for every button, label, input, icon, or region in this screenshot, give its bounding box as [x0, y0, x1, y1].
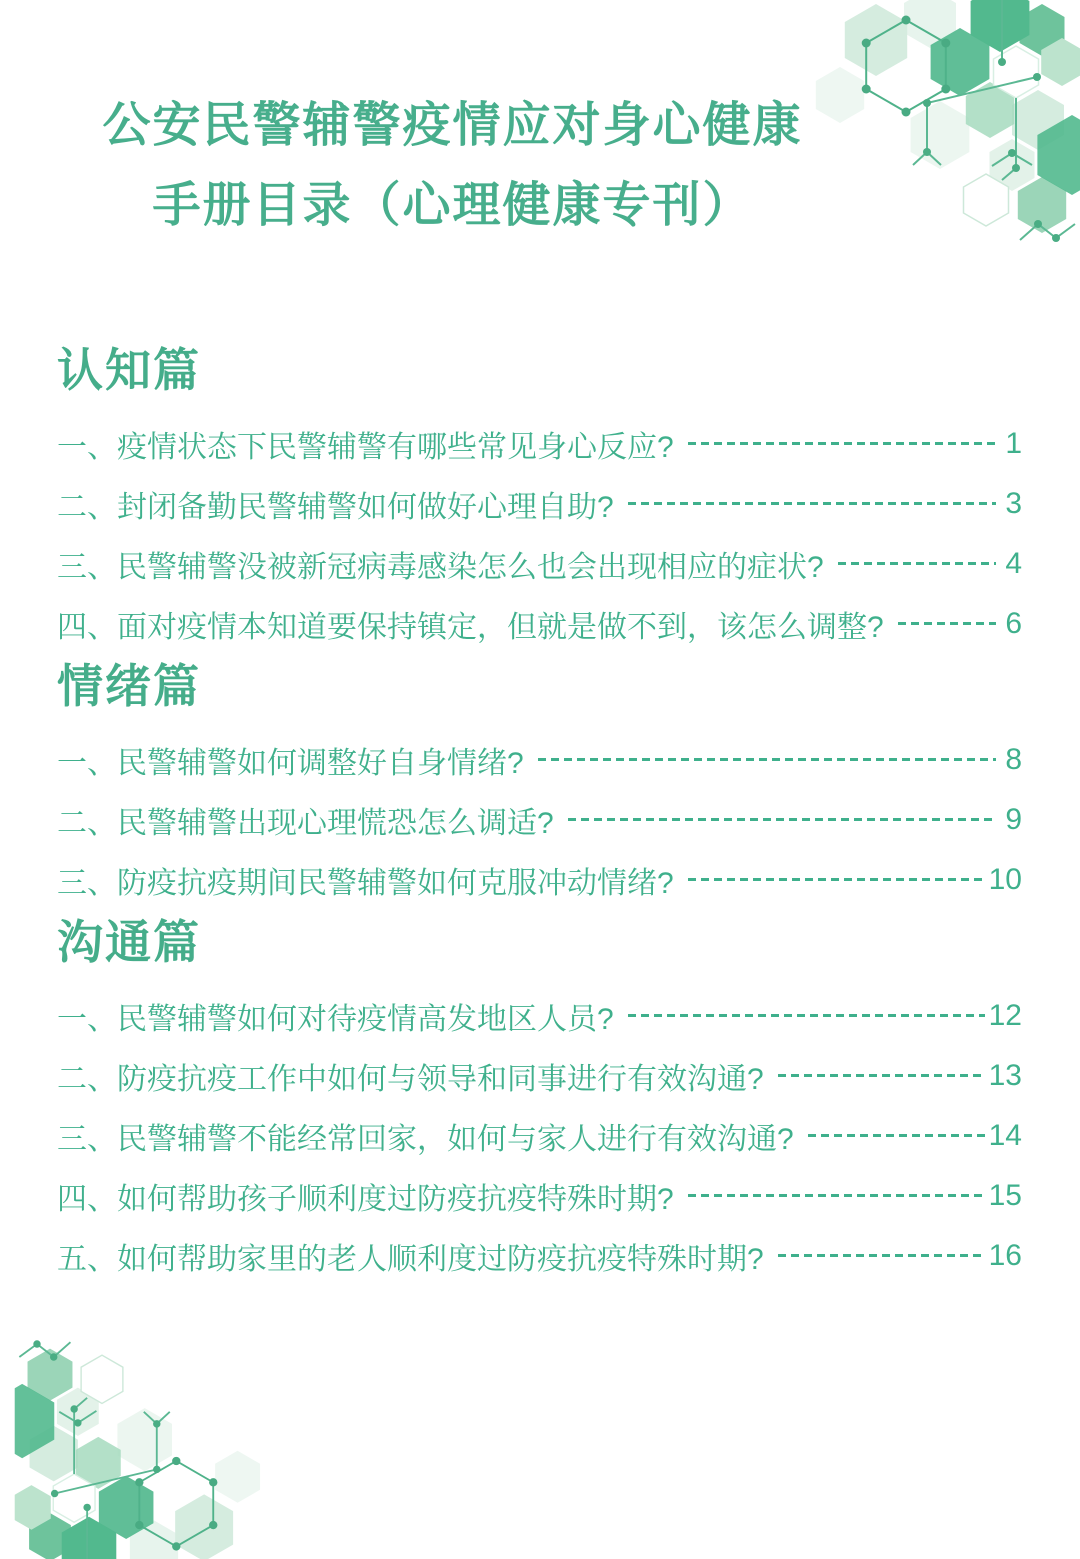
toc-section-emotion	[57, 654, 1022, 910]
toc-entry-title	[57, 738, 524, 782]
title-line-2: 手册目录（心理健康专刊）	[152, 179, 753, 232]
toc-entry-number: 二、	[57, 491, 117, 524]
toc-entry-number: 一、	[57, 431, 117, 464]
toc-entry-number: 三、	[57, 1123, 117, 1156]
page-number: 6	[1005, 607, 1022, 640]
toc-entries	[57, 730, 1022, 910]
toc-entry-number: 二、	[57, 807, 117, 840]
page-number: 10	[988, 863, 1022, 896]
dotted-leader	[898, 622, 996, 625]
dotted-leader	[568, 818, 996, 821]
page-number: 14	[988, 1119, 1022, 1152]
toc-entry-text: 防疫抗疫期间民警辅警如何克服冲动情绪?	[117, 867, 674, 900]
toc-entries	[57, 986, 1022, 1286]
toc-entry-title	[57, 1114, 794, 1158]
toc-entry-title	[57, 1234, 764, 1278]
toc-entry-title	[57, 798, 554, 842]
page-number: 13	[988, 1059, 1022, 1092]
dotted-leader	[688, 442, 996, 445]
toc-entry-number: 四、	[57, 1183, 117, 1216]
toc-entry-text: 如何帮助家里的老人顺利度过防疫抗疫特殊时期?	[117, 1243, 764, 1276]
section-heading: 情绪篇	[57, 660, 201, 712]
toc-entry-number: 二、	[57, 1063, 117, 1096]
dotted-leader	[628, 502, 996, 505]
dotted-leader	[838, 562, 996, 565]
document-title	[0, 86, 905, 246]
toc-entry[interactable]	[57, 1226, 1022, 1286]
dotted-leader	[538, 758, 996, 761]
table-of-contents	[57, 338, 1022, 1286]
toc-entry-text: 防疫抗疫工作中如何与领导和同事进行有效沟通?	[117, 1063, 764, 1096]
toc-entries	[57, 414, 1022, 654]
toc-entry[interactable]	[57, 1106, 1022, 1166]
toc-entry[interactable]	[57, 1166, 1022, 1226]
toc-entry-number: 三、	[57, 551, 117, 584]
dotted-leader	[688, 1194, 985, 1197]
toc-entry-number: 四、	[57, 611, 117, 644]
toc-entry-title	[57, 542, 824, 586]
toc-entry-text: 民警辅警不能经常回家，如何与家人进行有效沟通?	[117, 1123, 794, 1156]
title-line-1: 公安民警辅警疫情应对身心健康	[102, 99, 803, 152]
page-number: 3	[1005, 487, 1022, 520]
page-number: 15	[988, 1179, 1022, 1212]
toc-entry-number: 一、	[57, 1003, 117, 1036]
dotted-leader	[778, 1074, 985, 1077]
toc-entry[interactable]	[57, 414, 1022, 474]
toc-entry-text: 封闭备勤民警辅警如何做好心理自助?	[117, 491, 614, 524]
toc-entry-number: 三、	[57, 867, 117, 900]
toc-section-cognition	[57, 338, 1022, 654]
toc-entry-title	[57, 1174, 674, 1218]
toc-entry[interactable]	[57, 790, 1022, 850]
toc-entry-text: 民警辅警如何调整好自身情绪?	[117, 747, 524, 780]
section-heading: 认知篇	[57, 344, 201, 396]
toc-entry[interactable]	[57, 730, 1022, 790]
page-number: 16	[988, 1239, 1022, 1272]
page-number: 12	[988, 999, 1022, 1032]
toc-entry-number: 五、	[57, 1243, 117, 1276]
toc-section-communication	[57, 910, 1022, 1286]
toc-entry-text: 民警辅警如何对待疫情高发地区人员?	[117, 1003, 614, 1036]
page-number: 9	[1005, 803, 1022, 836]
toc-entry[interactable]	[57, 474, 1022, 534]
toc-entry[interactable]	[57, 1046, 1022, 1106]
toc-entry[interactable]	[57, 986, 1022, 1046]
toc-entry[interactable]	[57, 850, 1022, 910]
toc-entry-text: 面对疫情本知道要保持镇定，但就是做不到，该怎么调整?	[117, 611, 884, 644]
dotted-leader	[688, 878, 985, 881]
toc-entry-title	[57, 858, 674, 902]
toc-entry-text: 民警辅警出现心理慌恐怎么调适?	[117, 807, 554, 840]
toc-entry-number: 一、	[57, 747, 117, 780]
page-number: 1	[1005, 427, 1022, 460]
toc-entry-title	[57, 602, 884, 646]
toc-entry-text: 如何帮助孩子顺利度过防疫抗疫特殊时期?	[117, 1183, 674, 1216]
hex-pattern-bottom-left	[0, 1305, 314, 1559]
toc-entry[interactable]	[57, 594, 1022, 654]
page-number: 4	[1005, 547, 1022, 580]
toc-entry-title	[57, 1054, 764, 1098]
page-number: 8	[1005, 743, 1022, 776]
toc-entry-title	[57, 994, 614, 1038]
dotted-leader	[808, 1134, 985, 1137]
dotted-leader	[778, 1254, 985, 1257]
toc-entry[interactable]	[57, 534, 1022, 594]
toc-entry-text: 民警辅警没被新冠病毒感染怎么也会出现相应的症状?	[117, 551, 824, 584]
toc-entry-title	[57, 482, 614, 526]
toc-entry-title	[57, 422, 674, 466]
dotted-leader	[628, 1014, 985, 1017]
toc-entry-text: 疫情状态下民警辅警有哪些常见身心反应?	[117, 431, 674, 464]
section-heading: 沟通篇	[57, 916, 201, 968]
